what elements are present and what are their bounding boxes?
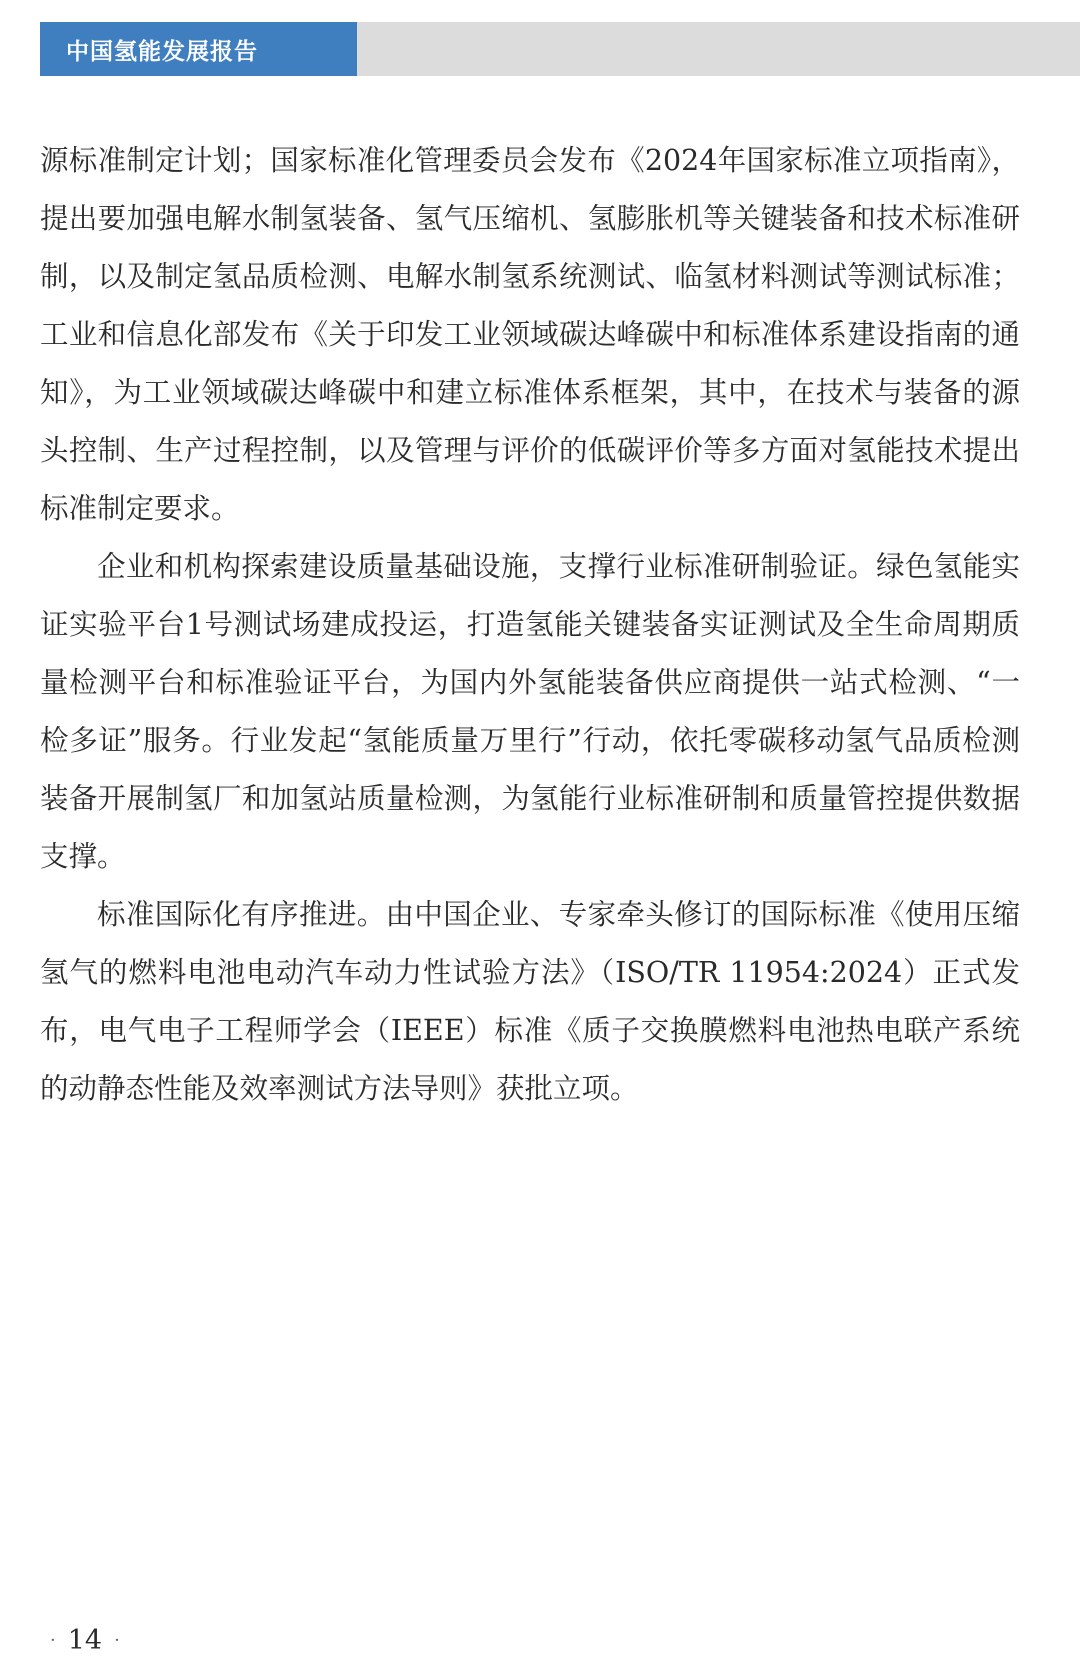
- paragraph-internationalization: 标准国际化有序推进。由中国企业、专家牵头修订的国际标准《使用压缩氢气的燃料电池电动汽车动力性试验方法》（ISO/TR 11954:2024）正式发布，电气电子工程师学会（IEEE）标准《质子交换膜燃料电池热电联产系统的动静态性能及效率测试方法导则》获批立项。: [40, 898, 1020, 1105]
- page-footer: [38, 1620, 132, 1660]
- page-number: 14: [67, 1624, 103, 1656]
- paragraph-continued: 源标准制定计划；国家标准化管理委员会发布《2024年国家标准立项指南》，提出要加强电解水制氢装备、氢气压缩机、氢膨胀机等关键装备和技术标准研制，以及制定氢品质检测、电解水制氢系统测试、临氢材料测试等测试标准；工业和信息化部发布《关于印发工业领域碳达峰碳中和标准体系建设指南的通知》，为工业领域碳达峰碳中和建立标准体系框架，其中，在技术与装备的源头控制、生产过程控制，以及管理与评价的低碳评价等多方面对氢能技术提出标准制定要求。: [40, 144, 1020, 525]
- body-text: [40, 132, 1020, 1118]
- paragraph-quality-infrastructure: 企业和机构探索建设质量基础设施，支撑行业标准研制验证。绿色氢能实证实验平台1号测试场建成投运，打造氢能关键装备实证测试及全生命周期质量检测平台和标准验证平台，为国内外氢能装备供应商提供一站式检测、“一检多证”服务。行业发起“氢能质量万里行”行动，依托零碳移动氢气品质检测装备开展制氢厂和加氢站质量检测，为氢能行业标准研制和质量管控提供数据支撑。: [40, 550, 1020, 873]
- header-tab: [40, 22, 357, 76]
- report-title: 中国氢能发展报告: [66, 38, 258, 65]
- dot-right: ·: [114, 1629, 120, 1651]
- dot-left: ·: [50, 1629, 56, 1651]
